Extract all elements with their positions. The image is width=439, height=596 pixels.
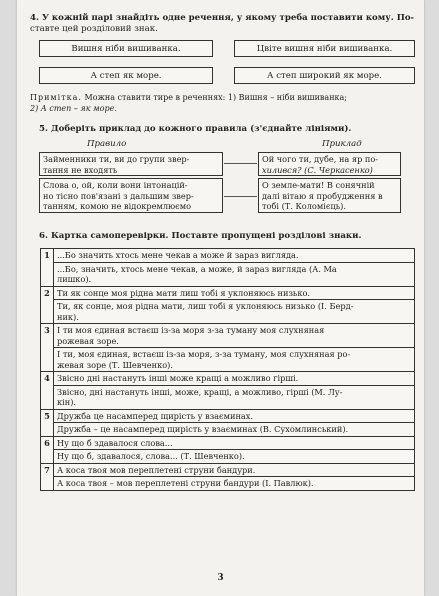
rule-2 bbox=[39, 178, 223, 213]
row-number: 2 bbox=[41, 286, 54, 324]
col-header-example: Приклад bbox=[322, 139, 362, 149]
row-number: 1 bbox=[41, 249, 54, 287]
task-sentence[interactable]: Ти як сонце моя рідна мати лиш тобі я уклоняюсь низько. bbox=[54, 286, 415, 300]
card-row bbox=[41, 385, 415, 409]
task5-title: 5. Доберіть приклад до кожного правила (з'єднайте лініями). bbox=[39, 124, 352, 134]
answer-sentence: Ну що б, здавалося, слова... (Т. Шевченко). bbox=[54, 450, 415, 464]
workbook-page bbox=[17, 0, 424, 596]
task4-pair-2 bbox=[39, 67, 415, 84]
answer-sentence bbox=[54, 262, 415, 286]
note-label: Примітка. bbox=[30, 93, 82, 102]
card-row bbox=[41, 348, 415, 372]
answer-sentence bbox=[54, 385, 415, 409]
connector-line-1[interactable] bbox=[224, 163, 257, 164]
rule-2-line-1: Слова о, ой, коли вони інтонацій- bbox=[43, 180, 188, 190]
note-text: Можна ставити тире в реченнях: 1) Вишня – ніби вишиванка; bbox=[81, 93, 347, 102]
answer-line: Звісно, дні настануть інші, може, кращі, а можливо, гірші (М. Лу- bbox=[57, 386, 343, 397]
row-number: 5 bbox=[41, 409, 54, 436]
rule-1-line-1: Займенники ти, ви до групи звер- bbox=[43, 154, 190, 164]
pair2-sentence-b[interactable]: А степ широкий як море. bbox=[234, 67, 415, 84]
rule-2-line-2: но тісно пов'язані з дальшим звер- bbox=[43, 190, 194, 201]
row-number: 3 bbox=[41, 324, 54, 372]
card-row bbox=[41, 409, 415, 423]
task4-title bbox=[30, 13, 415, 35]
card-row bbox=[41, 300, 415, 324]
row-number: 7 bbox=[41, 463, 54, 490]
answer-sentence bbox=[54, 348, 415, 372]
task6-title bbox=[39, 231, 362, 242]
pair1-sentence-b[interactable]: Цвіте вишня ніби вишиванка. bbox=[234, 40, 415, 57]
answer-line: кін). bbox=[57, 397, 76, 407]
task-line: рожевая зоре. bbox=[57, 335, 119, 346]
answer-line: ник). bbox=[57, 311, 79, 322]
task4-title-line2: ставте цей розділовий знак. bbox=[30, 24, 158, 34]
card-row bbox=[41, 423, 415, 437]
card-row bbox=[41, 249, 415, 263]
card-row bbox=[41, 286, 415, 300]
task-sentence[interactable]: Дружба це насамперед щирість у взаєминах. bbox=[54, 409, 415, 423]
answer-sentence bbox=[54, 300, 415, 324]
task6-title-text: 6. Картка самоперевірки. Поставте пропущені розділові знаки. bbox=[39, 231, 362, 241]
example-1 bbox=[258, 152, 401, 176]
example-2 bbox=[258, 178, 401, 213]
example-2-line-3: тобі (Т. Коломієць). bbox=[262, 201, 346, 211]
card-row bbox=[41, 436, 415, 450]
answer-line: Ти, як сонце, моя рідна мати, лиш тобі я уклоняюсь низько (І. Берд- bbox=[57, 301, 354, 311]
answer-line: жевая зоре (Т. Шевченко). bbox=[57, 359, 173, 370]
task4-pair-1 bbox=[39, 40, 415, 57]
example-2-line-2: далі вітаю я пробудження в bbox=[262, 190, 383, 201]
rule-1 bbox=[39, 152, 223, 176]
self-check-card bbox=[40, 248, 415, 491]
rule-1-line-2: тання не входять bbox=[43, 164, 118, 175]
task4-note bbox=[30, 92, 422, 114]
card-row bbox=[41, 463, 415, 477]
answer-sentence: А коса твоя – мов переплетені струни бандури (І. Павлюк). bbox=[54, 477, 415, 491]
task-line: І ти моя єдиная встаєш із-за моря з-за туману моя слухняная bbox=[57, 325, 325, 335]
answer-line: ...Бо, значить, хтось мене чекав, а може, й зараз вигляда (А. Ма bbox=[57, 263, 337, 274]
example-1-line-2: хилився? (С. Черкасенко) bbox=[262, 164, 373, 175]
card-row bbox=[41, 477, 415, 491]
example-1-line-1: Ой чого ти, дубе, на яр по- bbox=[262, 154, 379, 164]
example-2-line-1: О земле-мати! В сонячній bbox=[262, 180, 375, 190]
task-sentence[interactable] bbox=[54, 324, 415, 348]
card-row bbox=[41, 262, 415, 286]
card-row bbox=[41, 450, 415, 464]
card-row bbox=[41, 372, 415, 386]
row-number: 4 bbox=[41, 372, 54, 410]
answer-sentence: Дружба – це насамперед щирість у взаєминах (В. Сухомлинський). bbox=[54, 423, 415, 437]
connector-line-2[interactable] bbox=[224, 196, 257, 197]
page-number: 3 bbox=[217, 573, 224, 583]
task-sentence[interactable]: Ну що б здавалося слова... bbox=[54, 436, 415, 450]
answer-line: лишко). bbox=[57, 274, 92, 284]
col-header-rule: Правило bbox=[87, 139, 127, 149]
task-sentence[interactable]: ...Бо значить хтось мене чекав а може й зараз вигляда. bbox=[54, 249, 415, 263]
note-text-2: 2) А степ – як море. bbox=[30, 104, 117, 113]
row-number: 6 bbox=[41, 436, 54, 463]
pair1-sentence-a[interactable]: Вишня ніби вишиванка. bbox=[39, 40, 213, 57]
pair2-sentence-a[interactable]: А степ як море. bbox=[39, 67, 213, 84]
task-sentence[interactable]: Звісно дні настануть інші може кращі а можливо гірші. bbox=[54, 372, 415, 386]
rule-2-line-3: танням, комою не відокремлюємо bbox=[43, 201, 192, 211]
card-row bbox=[41, 324, 415, 348]
task4-title-line1: 4. У кожній парі знайдіть одне речення, у якому треба поставити кому. По- bbox=[30, 13, 415, 23]
task-sentence[interactable]: А коса твоя мов переплетені струни бандури. bbox=[54, 463, 415, 477]
answer-line: І ти, моя єдиная, встаєш із-за моря, з-за туману, моя слухняная ро- bbox=[57, 349, 351, 359]
